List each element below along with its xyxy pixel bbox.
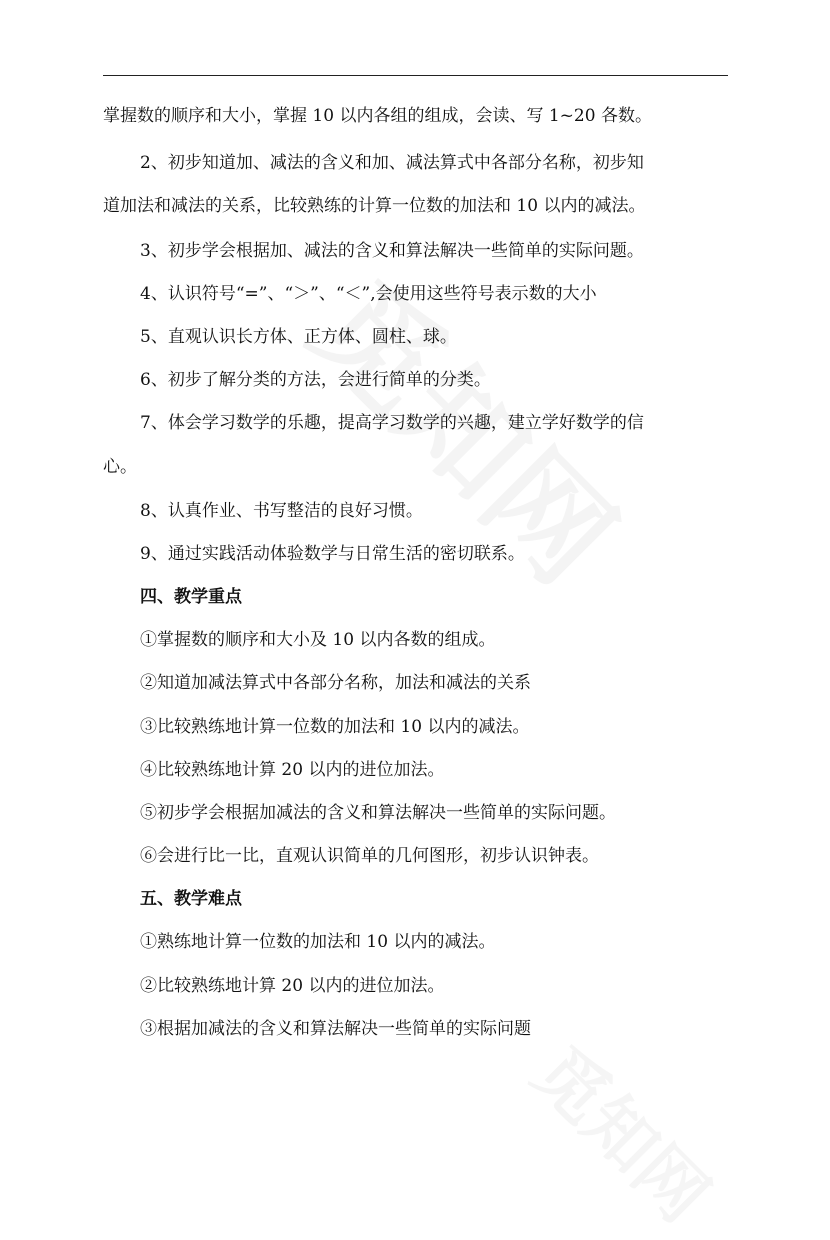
text-line: 6、初步了解分类的方法，会进行简单的分类。: [140, 370, 491, 390]
text-line: 掌握数的顺序和大小，掌握 10 以内各组的组成，会读、写 1~20 各数。: [103, 106, 652, 126]
watermark-bottom: [520, 1080, 730, 1181]
list-item: ④比较熟练地计算 20 以内的进位加法。: [140, 760, 445, 780]
list-item: ⑤初步学会根据加减法的含义和算法解决一些简单的实际问题。: [140, 803, 616, 823]
list-item: ③根据加减法的含义和算法解决一些简单的实际问题: [140, 1019, 531, 1039]
watermark-text-bottom: [515, 1021, 735, 1240]
list-item: ③比较熟练地计算一位数的加法和 10 以内的减法。: [140, 717, 530, 737]
list-item: ①掌握数的顺序和大小及 10 以内各数的组成。: [140, 630, 496, 650]
text-line: 8、认真作业、书写整洁的良好习惯。: [140, 501, 423, 521]
list-item: ①熟练地计算一位数的加法和 10 以内的减法。: [140, 932, 496, 952]
text-line: 3、初步学会根据加、减法的含义和算法解决一些简单的实际问题。: [140, 241, 644, 261]
list-item: ⑥会进行比一比，直观认识简单的几何图形，初步认识钟表。: [140, 846, 599, 866]
section-heading: 五、教学难点: [140, 889, 242, 909]
text-line: 5、直观认识长方体、正方体、圆柱、球。: [140, 327, 457, 347]
text-line: 心。: [103, 457, 137, 477]
text-line: 4、认识符号“=”、“＞”、“＜”,会使用这些符号表示数的大小: [140, 284, 597, 304]
text-line: 道加法和减法的关系，比较熟练的计算一位数的加法和 10 以内的减法。: [103, 196, 646, 216]
text-line: 7、体会学习数学的乐趣，提高学习数学的兴趣，建立学好数学的信: [140, 413, 644, 433]
text-line: 9、通过实践活动体验数学与日常生活的密切联系。: [140, 544, 525, 564]
header-rule: [103, 75, 728, 76]
list-item: ②比较熟练地计算 20 以内的进位加法。: [140, 976, 445, 996]
text-line: 2、初步知道加、减法的含义和加、减法算式中各部分名称，初步知: [140, 153, 644, 173]
section-heading: 四、教学重点: [140, 587, 242, 607]
list-item: ②知道加减法算式中各部分名称，加法和减法的关系: [140, 673, 531, 693]
